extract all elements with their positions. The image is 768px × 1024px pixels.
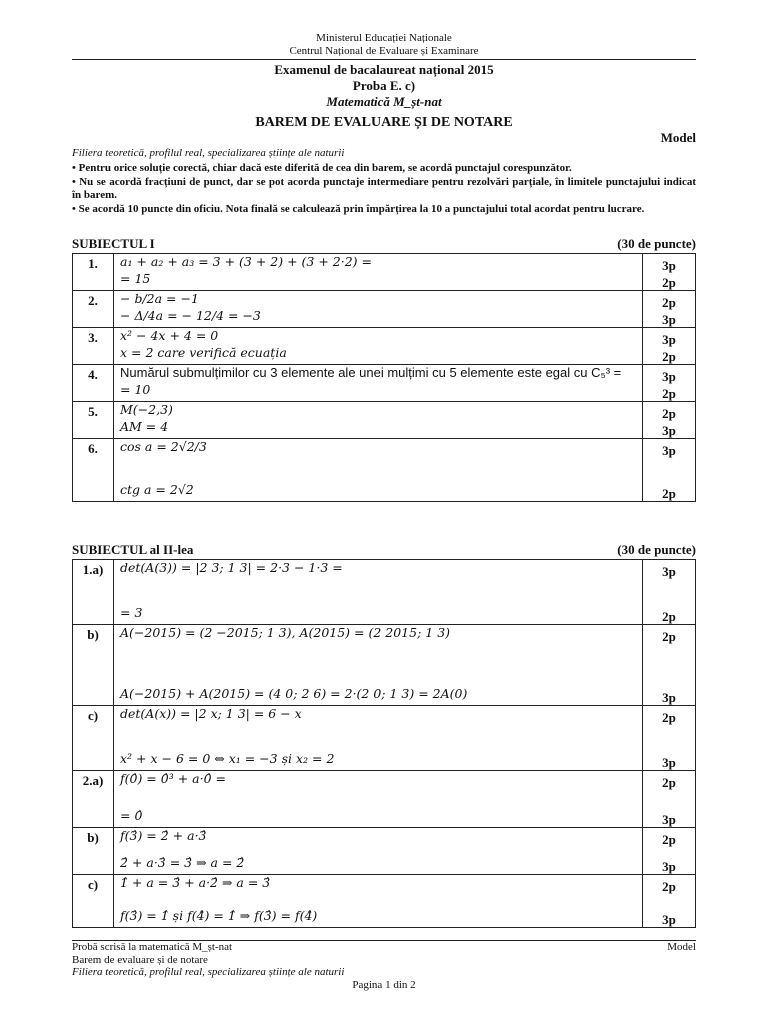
solution-line: f(3̂) = 2̂ + a·3̂ <box>120 828 207 843</box>
solution-line: = 15 <box>120 271 151 286</box>
points-column <box>643 402 696 439</box>
item-number: 3. <box>73 328 114 365</box>
solution-line: x² + x − 6 = 0 ⇔ x₁ = −3 și x₂ = 2 <box>120 751 335 766</box>
points-column <box>643 439 696 502</box>
solution-steps <box>114 291 643 328</box>
center-name: Centrul Național de Evaluare și Examinare <box>289 45 479 57</box>
footer-line-3: Filiera teoretică, profilul real, specializarea științe ale naturii <box>72 966 345 978</box>
points-value: 2p <box>662 609 676 624</box>
ministry-name: Ministerul Educației Naționale <box>316 32 452 44</box>
barem-row <box>73 706 696 771</box>
section-1-title: SUBIECTUL I <box>72 236 155 251</box>
solution-line: cos a = 2√2/3 <box>120 439 207 454</box>
points-value: 3p <box>662 859 676 874</box>
item-number: c) <box>73 875 114 928</box>
points-value: 3p <box>662 369 676 384</box>
solution-steps <box>114 328 643 365</box>
exam-title: Examenul de bacalaureat național 2015 <box>274 62 494 77</box>
item-number: c) <box>73 706 114 771</box>
points-value: 2p <box>662 832 676 847</box>
item-number: 2. <box>73 291 114 328</box>
points-value: 2p <box>662 406 676 421</box>
section-2-points: (30 de puncte) <box>617 542 696 557</box>
header-divider <box>72 59 696 60</box>
barem-row <box>73 328 696 365</box>
note-item: • Pentru orice soluție corectă, chiar dacă este diferită de cea din barem, se acordă punctajul corespunzător. <box>72 162 572 174</box>
solution-steps <box>114 439 643 502</box>
points-value: 3p <box>662 258 676 273</box>
proba-title: Proba E. c) <box>352 78 416 93</box>
footer <box>72 941 344 979</box>
barem-row <box>73 291 696 328</box>
solution-line: f(0̂) = 0̂³ + a·0̂ = <box>120 771 226 786</box>
item-number: 1.a) <box>73 560 114 625</box>
solution-steps <box>114 875 643 928</box>
solution-line: ctg a = 2√2 <box>120 482 194 497</box>
barem-row <box>73 254 696 291</box>
solution-line: A(−2015) = (2 −2015; 1 3), A(2015) = (2 2015; 1 3) <box>120 625 451 640</box>
points-value: 2p <box>662 879 676 894</box>
points-value: 3p <box>662 912 676 927</box>
solution-line: det(A(3)) = |2 3; 1 3| = 2·3 − 1·3 = <box>120 560 343 575</box>
solution-line: = 0̂ <box>120 808 143 823</box>
barem-row <box>73 439 696 502</box>
points-value: 3p <box>662 564 676 579</box>
points-value: 2p <box>662 775 676 790</box>
solution-steps <box>114 706 643 771</box>
solution-line: − Δ/4a = − 12/4 = −3 <box>120 308 261 323</box>
points-value: 2p <box>662 629 676 644</box>
barem-row <box>73 560 696 625</box>
solution-line: x² − 4x + 4 = 0 <box>120 328 219 343</box>
points-value: 3p <box>662 332 676 347</box>
item-number: b) <box>73 828 114 875</box>
solution-steps <box>114 625 643 706</box>
item-number: 6. <box>73 439 114 502</box>
barem-row <box>73 875 696 928</box>
points-value: 2p <box>662 710 676 725</box>
points-value: 3p <box>662 423 676 438</box>
points-column <box>643 625 696 706</box>
footer-line-2: Barem de evaluare și de notare <box>72 953 208 966</box>
solution-line: = 10 <box>120 382 151 397</box>
solution-line: M(−2,3) <box>120 402 173 417</box>
section-2-title: SUBIECTUL al II-lea <box>72 542 194 557</box>
solution-line: Numărul submulțimilor cu 3 elemente ale unei mulțimi cu 5 elemente este egal cu C₅³ = <box>120 365 622 380</box>
points-value: 2p <box>662 295 676 310</box>
solution-line: = 3 <box>120 605 143 620</box>
solution-steps <box>114 365 643 402</box>
points-column <box>643 771 696 828</box>
points-column <box>643 328 696 365</box>
footer-line-1: Probă scrisă la matematică M_șt-nat <box>72 941 233 953</box>
section-2-heading <box>72 542 696 558</box>
barem-row <box>73 402 696 439</box>
solution-line: f(3̂) = 1̂ și f(4̂) = 1̂ ⇒ f(3̂) = f(4̂) <box>120 908 318 923</box>
barem-title: BAREM DE EVALUARE ȘI DE NOTARE <box>255 115 513 130</box>
solution-steps <box>114 828 643 875</box>
barem-row <box>73 365 696 402</box>
solution-line: AM = 4 <box>120 419 169 434</box>
points-column <box>643 291 696 328</box>
points-value: 2p <box>662 486 676 501</box>
points-value: 3p <box>662 312 676 327</box>
barem-row <box>73 828 696 875</box>
model-label: Model <box>660 130 696 145</box>
points-value: 2p <box>662 349 676 364</box>
title-block <box>0 62 768 131</box>
section-1-table <box>72 253 696 502</box>
points-value: 2p <box>662 275 676 290</box>
page-number: Pagina 1 din 2 <box>352 979 416 991</box>
note-item: • Nu se acordă fracțiuni de punct, dar se pot acorda punctaje intermediare pentru rezolvări parțiale, în limitele punctajului indicat în barem. <box>72 175 696 201</box>
solution-steps <box>114 560 643 625</box>
solution-steps <box>114 771 643 828</box>
points-value: 3p <box>662 812 676 827</box>
solution-line: a₁ + a₂ + a₃ = 3 + (3 + 2) + (3 + 2·2) = <box>120 254 372 269</box>
barem-row <box>73 625 696 706</box>
item-number: b) <box>73 625 114 706</box>
section-1-points: (30 de puncte) <box>617 236 696 251</box>
points-column <box>643 365 696 402</box>
points-value: 3p <box>662 690 676 705</box>
section-2-table <box>72 559 696 928</box>
subject-title: Matematică M_șt-nat <box>326 94 442 109</box>
footer-model: Model <box>667 941 696 953</box>
solution-line: det(A(x)) = |2 x; 1 3| = 6 − x <box>120 706 302 721</box>
points-value: 3p <box>662 755 676 770</box>
item-number: 2.a) <box>73 771 114 828</box>
header <box>0 32 768 58</box>
points-value: 2p <box>662 386 676 401</box>
barem-row <box>73 771 696 828</box>
solution-line: x = 2 care verifică ecuația <box>120 345 287 360</box>
points-column <box>643 254 696 291</box>
item-number: 1. <box>73 254 114 291</box>
points-column <box>643 560 696 625</box>
note-item: • Se acordă 10 puncte din oficiu. Nota finală se calculează prin împărțirea la 10 a punctajului total acordat pentru lucrare. <box>72 202 645 215</box>
item-number: 5. <box>73 402 114 439</box>
points-column <box>643 706 696 771</box>
solution-line: − b/2a = −1 <box>120 291 199 306</box>
points-column <box>643 875 696 928</box>
filiera-label: Filiera teoretică, profilul real, specializarea științe ale naturii <box>72 147 345 159</box>
solution-steps <box>114 402 643 439</box>
grading-notes <box>72 162 696 216</box>
section-1-heading <box>72 236 696 252</box>
solution-line: 2̂ + a·3̂ = 3̂ ⇒ a = 2̂ <box>120 855 245 870</box>
solution-steps <box>114 254 643 291</box>
solution-line: 1̂ + a = 3̂ + a·2̂ ⇒ a = 3̂ <box>120 875 271 890</box>
points-column <box>643 828 696 875</box>
points-value: 3p <box>662 443 676 458</box>
solution-line: A(−2015) + A(2015) = (4 0; 2 6) = 2·(2 0; 1 3) = 2A(0) <box>120 686 468 701</box>
item-number: 4. <box>73 365 114 402</box>
